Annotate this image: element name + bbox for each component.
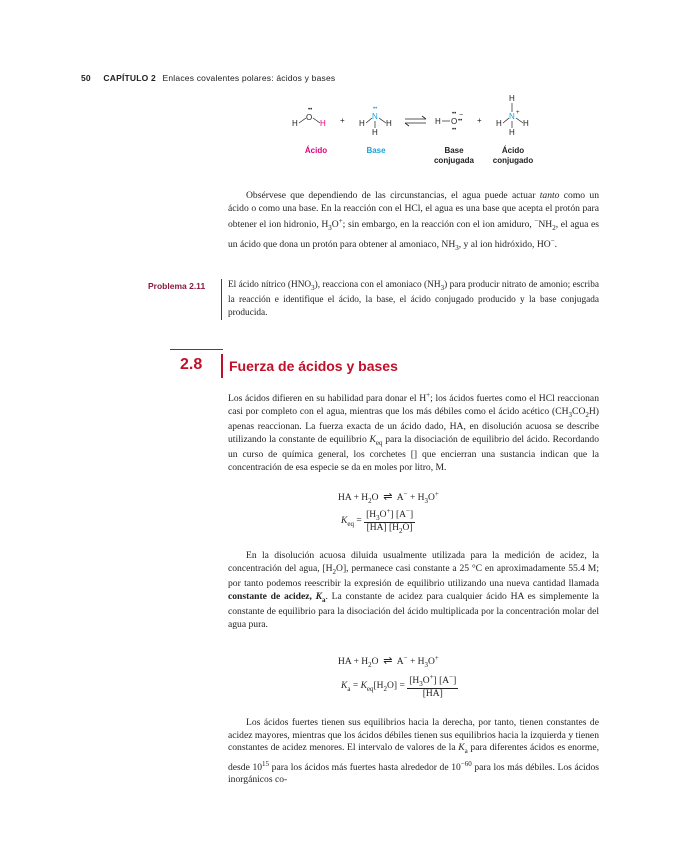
svg-text:H: H [386, 119, 392, 128]
svg-text:−: − [459, 112, 464, 119]
running-header [81, 73, 335, 83]
svg-text:••: •• [452, 111, 457, 117]
label-acid: Ácido [304, 146, 328, 155]
svg-text:••: •• [373, 106, 378, 112]
label-conjugate-base: Base conjugada [433, 146, 474, 165]
svg-text:H: H [372, 128, 378, 137]
svg-text:H: H [496, 119, 502, 128]
hydroxide-ion [435, 111, 463, 133]
svg-text:H: H [292, 119, 298, 128]
problem-label: Problema 2.11 [148, 281, 206, 291]
paragraph-acidity-constant: En la disolución acuosa diluida usualmente utilizada para la medición de acidez, la concentración del agua, $[H_2O]$, permanece casi constante a 25 °C en aproximadamente 55.4 M; por tanto podemos reescribir la expresión de equilibrio utilizando una nueva cantidad llamada constante de acidez, $K_a$. La constante de acidez para cualquier ácido HA es simplemente la constante de equilibrio para la disociación del ácido multiplicada por la concentración molar del agua pura. [228, 550, 600, 630]
svg-text:+: + [516, 110, 520, 116]
svg-text:N: N [372, 112, 378, 121]
svg-text:H: H [435, 117, 441, 126]
problem-rule [221, 279, 222, 320]
equation-dissociation-1: HA + $H_2O$ ⇌ $A^- + H_3O^+$ [338, 490, 439, 506]
section-number: 2.8 [180, 356, 203, 373]
svg-text:••: •• [308, 107, 313, 113]
problem-text: El ácido nítrico $(HNO_3)$, reacciona con el amoniaco $(NH_3)$ para producir nitrato de amonio; escriba la reacción e identifique el ácido, la base, el ácido conjugado producido y la base conjugada producida. [228, 280, 600, 318]
label-base: Base [366, 146, 386, 155]
chapter-title: Enlaces covalentes polares: ácidos y bases [162, 73, 336, 83]
section-rule [170, 349, 223, 350]
water-molecule [292, 107, 326, 128]
svg-text:N: N [509, 112, 515, 121]
page-number: 50 [81, 73, 91, 83]
equilibrium-arrow-icon [405, 116, 426, 126]
svg-text:••: •• [452, 127, 457, 133]
ammonia-molecule [359, 106, 392, 137]
chapter-label: CAPÍTULO 2 [103, 73, 156, 83]
section-bar [221, 354, 223, 378]
paragraph-ka-range: Los ácidos fuertes tienen sus equilibrios hacia la derecha, por tanto, tienen constantes de acidez mayores, mientras que los ácidos débiles tienen sus equilibrios hacia la izquierda y tienen constantes de acidez menores. El intervalo de valores de la $K_a$ para diferentes ácidos es enorme, desde $10^{15}$ para los ácidos más fuertes hasta alrededor de $10^{-60}$ para los más débiles. Los ácidos inorgánicos co- [228, 717, 599, 786]
svg-text:O: O [451, 117, 458, 126]
svg-text:+: + [340, 116, 345, 125]
svg-text:H: H [509, 94, 515, 103]
svg-text:H: H [509, 128, 515, 137]
svg-text:H: H [523, 119, 529, 128]
svg-text:H: H [320, 119, 326, 128]
label-conjugate-acid: Ácido conjugado [492, 146, 534, 165]
equation-dissociation-2: HA + $H_2O$ ⇌ $A^- + H_3O^+$ [338, 654, 439, 670]
paragraph-amphoteric-water: Obsérvese que dependiendo de las circunstancias, el agua puede actuar tanto como un ácido o como una base. En la reacción con el HCl, el agua es una base que acepta el protón para obtener el ion hidronio, $H_3O^+$; sin embargo, en la reacción con el ion amiduro, $^-NH_2$, el agua es un ácido que dona un protón para obtener al amoniaco, $NH_3$, y al ion hidróxido, HO−. [228, 190, 600, 252]
svg-text:••: •• [458, 118, 463, 124]
ammonium-ion [496, 94, 529, 137]
paragraph-acid-strength: Los ácidos difieren en su habilidad para donar el H+; los ácidos fuertes como el HCl reaccionan casi por completo con el agua, mientras que los más débiles como el ácido acético $(CH_3CO_2H)$ apenas reaccionan. La fuerza exacta de un ácido dado, HA, en disolución acuosa se describe utilizando la constante de equilibrio $K_{eq}$ para la disociación de equilibrio del ácido. Recordando un curso de química general, los corchetes [] que encierran una sustancia indican que la concentración de esa especie se da en moles por litro, M. [228, 391, 599, 473]
svg-text:H: H [359, 119, 365, 128]
equation-ka: $K_a = K_{eq}[H_2O]$ = $\frac{[H_3O^+] [A^-]}{[HA]}$ [341, 673, 457, 700]
svg-text:O: O [306, 113, 313, 122]
svg-text:+: + [477, 116, 482, 125]
section-title: Fuerza de ácidos y bases [229, 358, 398, 374]
equation-keq: $K_{eq}$ = $\frac{[H_3O^+] [A^-]}{[HA] [H_2O]}$ [341, 507, 414, 535]
